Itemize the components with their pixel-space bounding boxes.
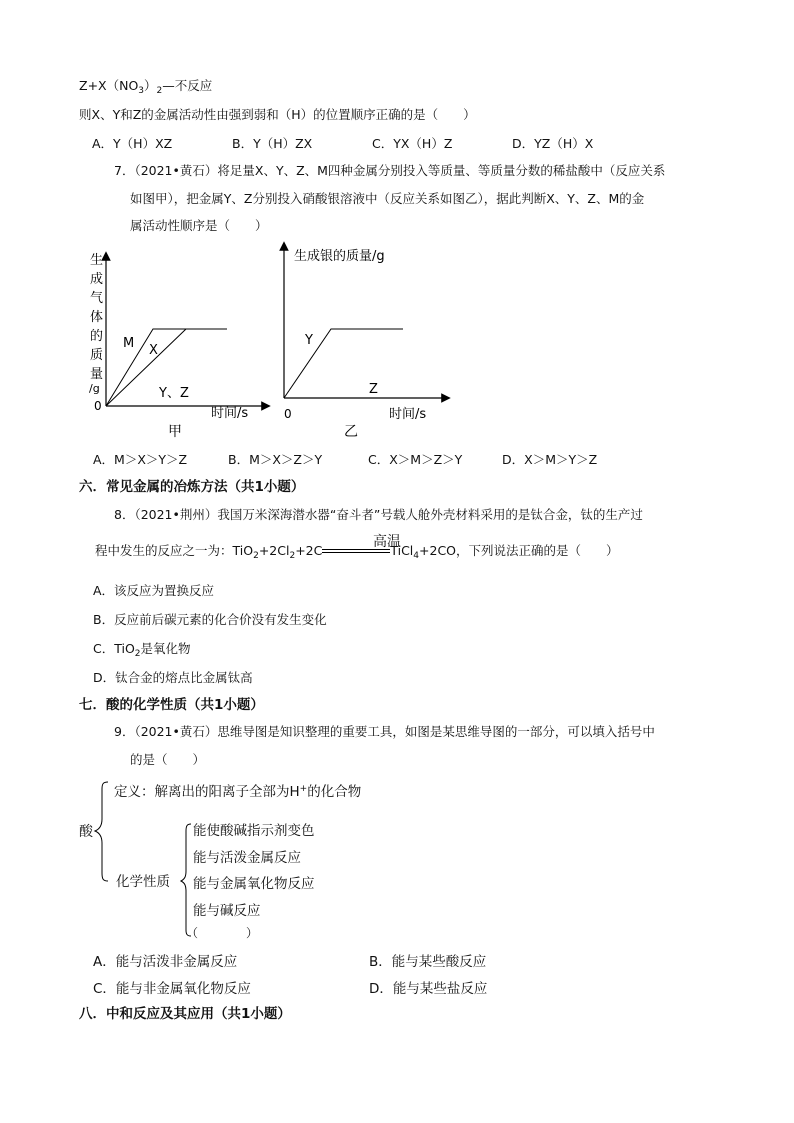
yi-origin: 0	[284, 407, 292, 421]
mindmap-root: 酸	[79, 824, 93, 840]
q7-line3: 属活动性顺序是（ ）	[130, 218, 268, 233]
jia-ylabel-char: 体	[90, 310, 104, 325]
reaction-condition: 高温	[373, 534, 401, 550]
q6-reaction-line: $Z+X(NO_3)_2—$不反应	[79, 78, 213, 96]
mindmap-branch: 化学性质	[116, 874, 170, 890]
q6-option-c: C．YX（H）Z	[372, 136, 453, 151]
mindmap-prop: 能使酸碱指示剂变色	[193, 823, 315, 839]
q9-option-c: C．能与非金属氧化物反应	[93, 981, 251, 997]
root-brace	[95, 782, 108, 881]
jia-ylabel-char: 质	[90, 348, 104, 363]
section-8-title: 八．中和反应及其应用（共1小题）	[79, 1006, 291, 1022]
q8-line1: 8．（2021•荆州）我国万米深海潜水器“奋斗者”号载人舱外壳材料采用的是钛合金，钛的生产过	[114, 507, 643, 522]
q6-option-a: A．Y（H）XZ	[92, 136, 173, 151]
jia-ylabel-char: 生	[90, 253, 104, 268]
q8-option-c: C．TiO$_2$是氧化物	[93, 641, 191, 659]
q9-option-b: B．能与某些酸反应	[369, 954, 487, 970]
yi-ylabel: 生成银的质量/g	[294, 249, 385, 264]
q8-option-d: D．钛合金的熔点比金属钛高	[93, 670, 253, 685]
q8-option-b: B．反应前后碳元素的化合价没有发生变化	[93, 612, 327, 627]
graph-jia	[80, 240, 280, 445]
q6-question: 则X、Y和Z的金属活动性由强到弱和（H）的位置顺序正确的是（ ）	[79, 107, 476, 122]
jia-ylabel-char: 的	[90, 329, 104, 344]
section-7-title: 七．酸的化学性质（共1小题）	[79, 697, 264, 713]
q8-line2: 程中发生的反应之一为：$TiO_2+2Cl_2+2C$ TiCl$_4$+2CO，下列说法正确的是（ ）	[95, 543, 619, 561]
q7-option-c: C．X＞M＞Z＞Y	[368, 452, 463, 467]
q7-option-a: A．M＞X＞Y＞Z	[93, 452, 188, 467]
yi-caption: 乙	[344, 424, 358, 440]
jia-origin: 0	[94, 399, 102, 413]
q7-option-b: B．M＞X＞Z＞Y	[228, 452, 323, 467]
jia-ylabel-char: 气	[90, 291, 104, 306]
mindmap-prop: 能与活泼金属反应	[193, 850, 301, 866]
q7-line1: 7．（2021•黄石）将足量X、Y、Z、M四种金属分别投入等质量、等质量分数的稀盐酸中（反应关系	[114, 163, 666, 178]
mindmap-prop: 能与碱反应	[193, 903, 261, 919]
graph-yi	[270, 240, 470, 445]
jia-ylabel-unit: /g	[89, 382, 100, 395]
yi-label-z: Z	[369, 382, 378, 397]
jia-label-yz: Y、Z	[159, 386, 189, 401]
jia-caption: 甲	[168, 424, 182, 440]
yi-label-y: Y	[305, 333, 313, 348]
yi-line-y	[284, 329, 403, 398]
jia-ylabel-char: 量	[90, 367, 104, 382]
q7-option-d: D．X＞M＞Y＞Z	[502, 452, 598, 467]
q7-line2: 如图甲），把金属Y、Z分别投入硝酸银溶液中（反应关系如图乙），据此判断X、Y、Z、M的金	[130, 191, 645, 206]
jia-label-m: M	[123, 336, 135, 351]
jia-xlabel: 时间/s	[211, 406, 249, 421]
q6-option-d: D．YZ（H）X	[512, 136, 594, 151]
mindmap-definition: 定义：解离出的阳离子全部为H+的化合物	[114, 784, 362, 800]
properties-brace	[181, 824, 191, 936]
jia-ylabel-char: 成	[90, 272, 104, 287]
q9-line2: 的是（ ）	[130, 752, 206, 767]
q9-line1: 9．（2021•黄石）思维导图是知识整理的重要工具，如图是某思维导图的一部分，可以填入括号中	[114, 724, 655, 739]
section-6-title: 六．常见金属的冶炼方法（共1小题）	[79, 479, 305, 495]
jia-label-x: X	[149, 343, 158, 358]
q9-option-a: A．能与活泼非金属反应	[93, 954, 238, 970]
yi-xlabel: 时间/s	[389, 407, 427, 422]
q6-option-b: B．Y（H）ZX	[232, 136, 313, 151]
q9-option-d: D．能与某些盐反应	[369, 981, 488, 997]
mindmap-prop: 能与金属氧化物反应	[193, 876, 315, 892]
q8-option-a: A．该反应为置换反应	[93, 583, 215, 598]
mindmap-blank: （ ）	[186, 926, 259, 940]
